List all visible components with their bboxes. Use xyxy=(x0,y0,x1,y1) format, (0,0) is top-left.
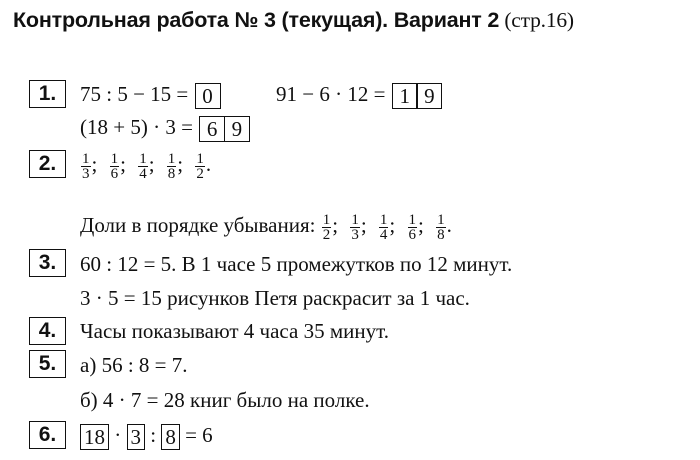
task1-expr3: (18 + 5) · 3 = xyxy=(80,115,193,139)
task-number-5: 5. xyxy=(29,350,66,378)
fraction: $\frac{1}{8}$ xyxy=(167,150,176,182)
task2-order: Доли в порядке убывания: $\frac{1}{2}$ ; $\frac{1}{3}$ ; $\frac{1}{4}$ ; $\frac{1}{6}$ ; $\frac{1}{8}$ . xyxy=(80,211,452,243)
title-main: Контрольная работа № 3 (текущая). Вариант 2 xyxy=(13,8,500,32)
answer-digit: 6 xyxy=(199,116,225,142)
task-number-6: 6. xyxy=(29,421,66,449)
task5-line1: а) 56 : 8 = 7. xyxy=(80,353,188,377)
task6-box-c: 8 xyxy=(161,424,180,450)
fraction: $\frac{1}{6}$ xyxy=(110,150,119,182)
fraction: $\frac{1}{3}$ xyxy=(82,150,90,182)
task1-answer2 xyxy=(392,83,443,109)
fraction: $\frac{1}{4}$ xyxy=(379,211,388,243)
task1-line1 xyxy=(80,81,443,109)
task6-result: = 6 xyxy=(185,423,213,447)
task3-line2: 3 · 5 = 15 рисунков Петя раскрасит за 1 час. xyxy=(80,286,470,310)
task6-line1 xyxy=(80,422,213,450)
fraction: $\frac{1}{4}$ xyxy=(139,150,147,182)
answer-digit: 9 xyxy=(224,116,250,142)
task-number-2: 2. xyxy=(29,150,66,178)
title-page-ref: (стр.16) xyxy=(504,8,574,32)
task6-op1: · xyxy=(114,423,122,447)
task4-line1: Часы показывают 4 часа 35 минут. xyxy=(80,319,389,343)
task-number-1: 1. xyxy=(29,80,66,108)
task1-expr2: 91 − 6 · 12 = xyxy=(276,82,386,106)
task1-line2 xyxy=(80,114,251,142)
task-number-3: 3. xyxy=(29,249,66,277)
task1-answer1 xyxy=(195,83,221,109)
task1-expr1: 75 : 5 − 15 = xyxy=(80,82,189,106)
fraction: $\frac{1}{2}$ xyxy=(196,150,204,182)
answer-digit: 1 xyxy=(392,83,418,109)
fraction: $\frac{1}{3}$ xyxy=(351,211,359,243)
task2-fractions: $\frac{1}{3}$ ; $\frac{1}{6}$ ; $\frac{1}{4}$ ; $\frac{1}{8}$ ; $\frac{1}{2}$ . xyxy=(82,150,212,182)
fraction: $\frac{1}{2}$ xyxy=(322,211,331,243)
task6-box-a: 18 xyxy=(80,424,109,450)
task6-box-b: 3 xyxy=(127,424,146,450)
fraction: $\frac{1}{6}$ xyxy=(408,211,416,243)
answer-digit: 0 xyxy=(195,83,221,109)
page-title xyxy=(13,8,574,33)
task2-order-label: Доли в порядке убывания: xyxy=(80,213,316,237)
task3-line1: 60 : 12 = 5. В 1 часе 5 промежутков по 12 минут. xyxy=(80,252,513,276)
task6-op2: : xyxy=(150,423,157,447)
task1-answer3 xyxy=(199,116,250,142)
task5-line2: б) 4 · 7 = 28 книг было на полке. xyxy=(80,388,370,412)
fraction: $\frac{1}{8}$ xyxy=(437,211,445,243)
task-number-4: 4. xyxy=(29,317,66,345)
answer-digit: 9 xyxy=(416,83,442,109)
